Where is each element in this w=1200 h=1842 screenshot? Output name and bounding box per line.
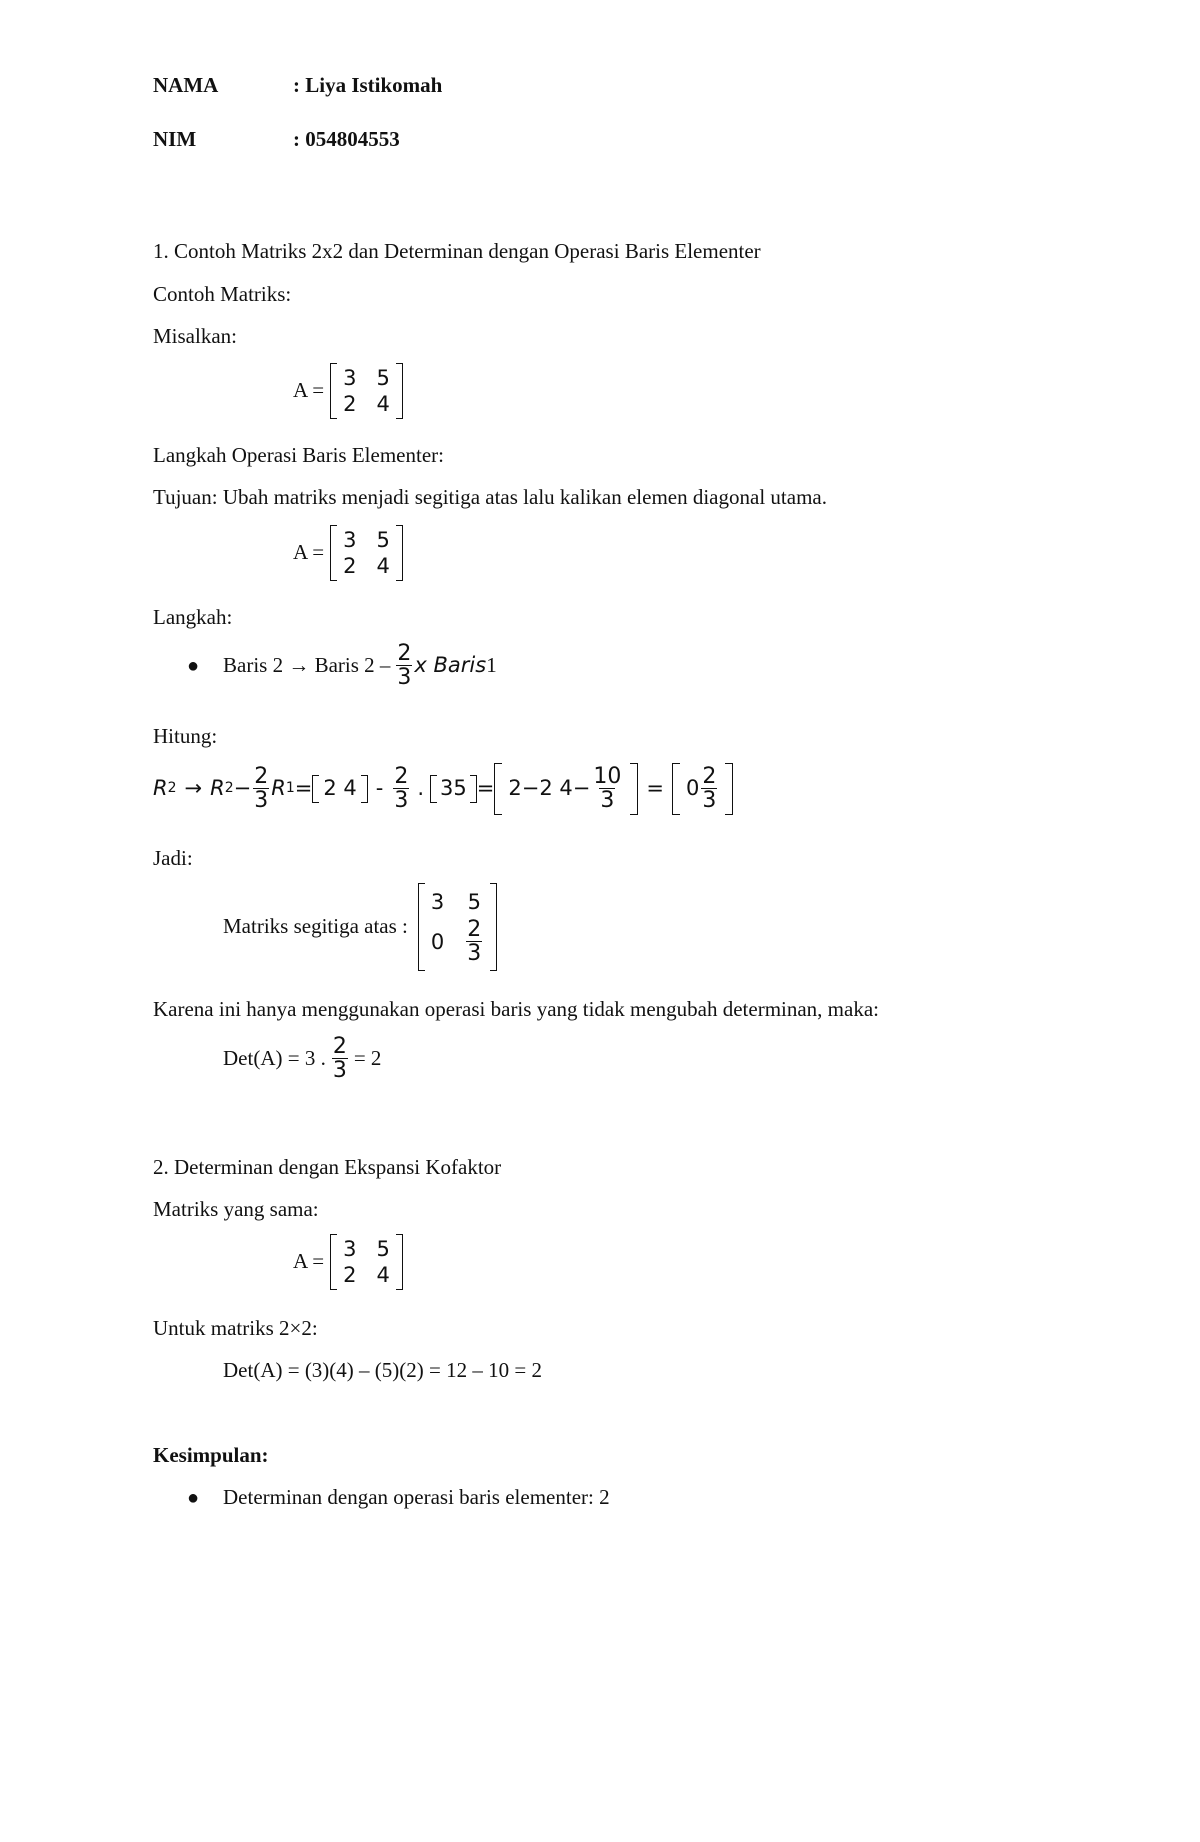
nim-label: NIM	[153, 127, 197, 151]
upper-triangular-row	[223, 883, 497, 971]
fraction-denominator: 3	[332, 1058, 347, 1083]
section1-title: 1. Contoh Matriks 2x2 dan Determinan dengan Operasi Baris Elementer	[153, 239, 761, 263]
matrix-cell: 4	[376, 1263, 390, 1287]
conclusion-title: Kesimpulan:	[153, 1443, 269, 1467]
step-suffix-end: 1	[486, 653, 497, 678]
fraction	[393, 766, 409, 812]
untuk-label: Untuk matriks 2×2:	[153, 1316, 318, 1340]
row-expression: 2−2 4−	[508, 776, 591, 801]
left-bracket	[672, 763, 680, 815]
matrix-cell: 4	[376, 554, 390, 578]
det-line	[223, 1036, 381, 1082]
eq-equals: =	[476, 776, 495, 801]
eq-minus: −	[233, 776, 252, 801]
row-vector	[430, 775, 477, 802]
det-cofactor-line: Det(A) = (3)(4) – (5)(2) = 12 – 10 = 2	[223, 1358, 542, 1382]
row-vector	[312, 775, 367, 802]
right-bracket	[396, 525, 403, 581]
fraction	[592, 766, 622, 812]
matrix-cell: 5	[376, 1237, 390, 1261]
fraction	[701, 766, 717, 812]
row-vector-value	[680, 763, 725, 815]
matriks-sama-label: Matriks yang sama:	[153, 1197, 319, 1221]
right-bracket	[490, 883, 497, 971]
matrix-a	[330, 525, 403, 581]
tujuan-text: Tujuan: Ubah matriks menjadi segitiga atas lalu kalikan elemen diagonal utama.	[153, 485, 827, 509]
right-bracket	[361, 775, 368, 802]
fraction-denominator: 3	[397, 665, 412, 690]
left-bracket	[330, 363, 337, 419]
matrix-cell: 3	[343, 1237, 357, 1261]
matrix-cell: 5	[376, 528, 390, 552]
karena-text: Karena ini hanya menggunakan operasi baris yang tidak mengubah determinan, maka:	[153, 997, 879, 1021]
matrix-a	[330, 363, 403, 419]
left-bracket	[312, 775, 319, 802]
fraction-numerator: 2	[394, 764, 409, 789]
eq-sub: 2	[224, 780, 234, 797]
langkah-ob-label: Langkah Operasi Baris Elementer:	[153, 443, 444, 467]
left-bracket	[418, 883, 425, 971]
fraction	[396, 643, 412, 689]
row-vector	[672, 763, 733, 815]
row-vector-value: 35	[440, 776, 467, 801]
eq-equals: =	[294, 776, 313, 801]
fraction-denominator: 3	[467, 941, 482, 966]
fraction	[253, 766, 269, 812]
fraction-numerator: 2	[467, 917, 482, 942]
matrix-cell: 5	[376, 366, 390, 390]
left-bracket	[430, 775, 437, 802]
matrix-a-2	[293, 525, 403, 581]
matrix-cell: 3	[430, 890, 445, 914]
fraction	[466, 919, 482, 965]
matrix-cell: 3	[343, 366, 357, 390]
right-bracket	[396, 1234, 403, 1290]
left-bracket	[494, 763, 502, 815]
eq-r: R	[210, 776, 225, 801]
fraction-denominator: 3	[702, 788, 717, 813]
left-bracket	[330, 1234, 337, 1290]
eq-r: R	[153, 776, 168, 801]
right-bracket	[725, 763, 733, 815]
matrix-cell: 2	[343, 392, 357, 416]
conclusion-bullet-text: Determinan dengan operasi baris elementer: 2	[223, 1485, 610, 1509]
langkah-label: Langkah:	[153, 605, 233, 629]
eq-arrow: →	[184, 776, 203, 801]
fraction-numerator: 2	[254, 764, 269, 789]
fraction-numerator: 2	[397, 641, 412, 666]
misalkan-label: Misalkan:	[153, 324, 237, 348]
matrix-cell: 5	[467, 890, 481, 914]
eq-sub: 1	[285, 780, 295, 797]
matrix-cell: 3	[343, 528, 357, 552]
det-suffix: = 2	[353, 1046, 382, 1071]
nim-value: : 054804553	[293, 127, 400, 151]
contoh-matriks-label: Contoh Matriks:	[153, 282, 292, 306]
matrix-cell: 0	[430, 930, 445, 954]
step-prefix: Baris 2 → Baris 2 –	[223, 653, 391, 678]
eq-dash: -	[375, 776, 384, 801]
matrix-a	[330, 1234, 403, 1290]
fraction-denominator: 3	[600, 788, 615, 813]
eq-r: R	[271, 776, 286, 801]
row-expression: 0	[685, 776, 700, 801]
step-bullet-item	[187, 643, 497, 689]
fraction-denominator: 3	[254, 788, 269, 813]
nama-value: : Liya Istikomah	[293, 73, 443, 97]
right-bracket	[470, 775, 477, 802]
row-operation-equation	[153, 763, 733, 815]
bullet-icon: ●	[187, 1486, 200, 1509]
eq-dot: .	[417, 776, 425, 801]
right-bracket	[630, 763, 638, 815]
matrix-a-label: A =	[293, 1249, 325, 1274]
matrix-cell: 2	[343, 1263, 357, 1287]
fraction-denominator: 3	[394, 788, 409, 813]
eq-sub: 2	[167, 780, 177, 797]
det-prefix: Det(A) = 3 .	[223, 1046, 326, 1071]
eq-equals: =	[646, 776, 664, 801]
row-vector-value	[502, 763, 630, 815]
fraction-numerator: 2	[332, 1034, 347, 1059]
upper-label: Matriks segitiga atas :	[223, 914, 408, 939]
matrix-cell: 4	[376, 392, 390, 416]
upper-triangular-matrix	[418, 883, 497, 971]
fraction-numerator: 2	[702, 764, 717, 789]
matrix-a-3	[293, 1234, 403, 1290]
left-bracket	[330, 525, 337, 581]
matrix-a-1	[293, 363, 403, 419]
row-vector	[494, 763, 638, 815]
step-suffix: x Baris	[414, 653, 487, 678]
section2-title: 2. Determinan dengan Ekspansi Kofaktor	[153, 1155, 502, 1179]
hitung-label: Hitung:	[153, 724, 218, 748]
matrix-a-label: A =	[293, 540, 325, 565]
bullet-icon: ●	[187, 655, 200, 677]
matrix-cell: 2	[343, 554, 357, 578]
nama-label: NAMA	[153, 73, 219, 97]
fraction-numerator: 10	[593, 764, 622, 789]
jadi-label: Jadi:	[153, 846, 193, 870]
right-bracket	[396, 363, 403, 419]
matrix-a-label: A =	[293, 378, 325, 403]
row-vector-value: 2 4	[323, 776, 357, 801]
fraction	[332, 1036, 348, 1082]
conclusion-bullet-item	[187, 1486, 610, 1509]
